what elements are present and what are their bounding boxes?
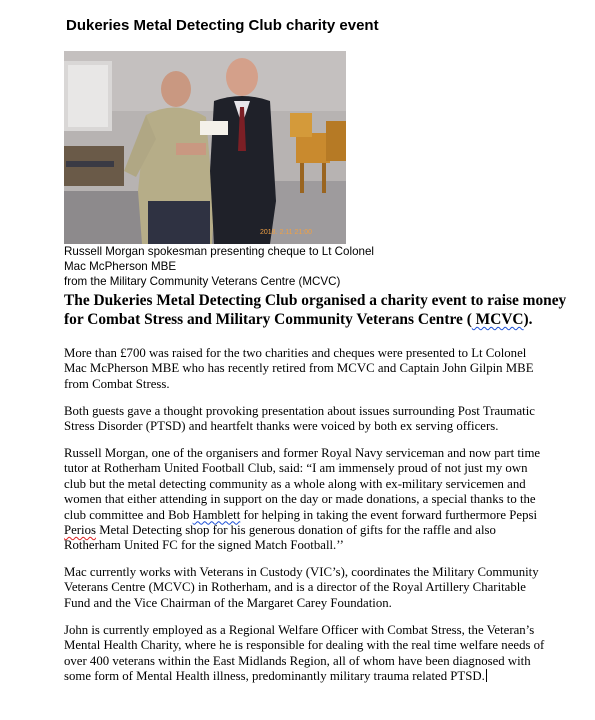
- headline-text: ).: [523, 311, 533, 328]
- text-line: tutor at Rotherham United Football Club, said: “I am immensely proud of not just my own: [64, 461, 528, 476]
- spellcheck-mark: MCVC: [471, 311, 524, 328]
- text-line: Mac currently works with Veterans in Custody (VIC’s), coordinates the Military Community: [64, 565, 539, 579]
- text-line: John is currently employed as a Regional Welfare Officer with Combat Stress, the Veteran’s: [64, 623, 535, 637]
- text-line: Russell Morgan, one of the organisers and former Royal Navy serviceman and now part time: [64, 446, 541, 460]
- paragraph-john: [64, 623, 564, 685]
- text-line: More than £700 was raised for the two charities and cheques were presented to Lt Colonel: [64, 346, 527, 360]
- spellcheck-mark: Perios: [64, 523, 96, 538]
- caption-line: Russell Morgan spokesman presenting cheque to Lt Colonel Mac McPherson MBE: [64, 245, 374, 273]
- text-line: Fund and the Vice Chairman of the Margaret Carey Foundation.: [64, 595, 392, 610]
- paragraph-guests: [64, 404, 564, 435]
- text-line: club but the metal detecting community as a whole along with ex-military servicemen and: [64, 476, 526, 491]
- headline-line: [64, 310, 574, 329]
- text-line: women that either attending in support on the day or made donations, a special thanks to the: [64, 492, 536, 507]
- event-photo: [64, 51, 346, 244]
- caption-line: from the Military Community Veterans Centre (MCVC): [64, 275, 341, 288]
- paragraph-quote: [64, 446, 564, 554]
- text-cursor[interactable]: [486, 669, 487, 682]
- headline-line: The Dukeries Metal Detecting Club organised a charity event to raise money: [64, 292, 567, 309]
- text-line: [64, 508, 564, 523]
- text-line: Veterans Centre (MCVC) in Rotherham, and is a director of the Royal Artillery Charitable: [64, 580, 526, 595]
- photo-timestamp: 2018. 2.11 21:00: [260, 229, 313, 236]
- text-span: for helping in taking the event forward furthermore Pepsi: [240, 507, 538, 522]
- paragraph-donation: [64, 346, 564, 392]
- page-title: Dukeries Metal Detecting Club charity event: [66, 17, 379, 34]
- headline-text: for Combat Stress and Military Community Veterans Centre (: [64, 311, 472, 328]
- spellcheck-mark: Hamblett: [192, 507, 241, 522]
- text-line: Rotherham United FC for the signed Match Football.’’: [64, 538, 344, 553]
- text-line: Mental Health Charity, where he is responsible for dealing with the real time welfare needs of: [64, 638, 545, 653]
- text-span: club committee and Bob: [64, 507, 193, 522]
- text-line: [64, 669, 564, 684]
- text-line: Both guests gave a thought provoking presentation about issues surrounding Post Traumatic: [64, 404, 535, 418]
- text-line: over 400 veterans within the East Midlands Region, all of whom have been diagnosed with: [64, 653, 531, 668]
- text-line: Mac McPherson MBE who has recently retired from MCVC and Captain John Gilpin MBE: [64, 361, 534, 376]
- text-line: Stress Disorder (PTSD) and heartfelt thanks were voiced by both ex serving officers.: [64, 419, 499, 434]
- text-span: some form of Mental Health illness, predominantly military trauma related PTSD.: [64, 669, 485, 684]
- photo-caption: [64, 244, 384, 289]
- text-line: from Combat Stress.: [64, 376, 170, 391]
- article-headline: [64, 291, 574, 329]
- text-line: [64, 523, 564, 538]
- paragraph-mac: [64, 565, 564, 611]
- text-span: Metal Detecting shop for his generous donation of gifts for the raffle and also: [96, 523, 496, 538]
